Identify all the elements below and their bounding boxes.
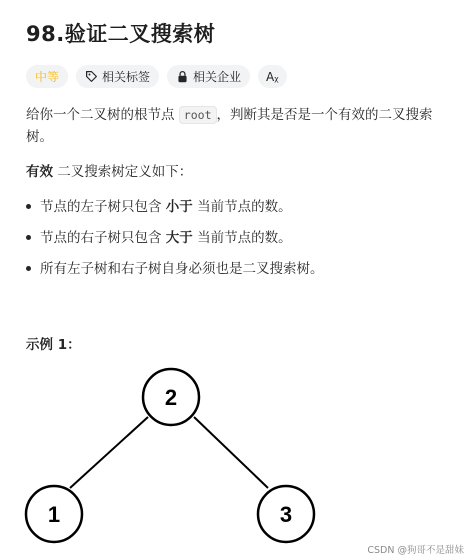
- problem-title: 98.验证二叉搜索树: [26, 22, 216, 46]
- related-companies-label: 相关企业: [193, 70, 242, 84]
- tag-bar: [26, 65, 287, 88]
- inline-code-root: root: [179, 106, 217, 124]
- related-tags-button[interactable]: [76, 65, 159, 88]
- lock-icon: [176, 70, 189, 83]
- bullet-dot: [26, 204, 31, 209]
- bullet-bold: 大于: [165, 230, 193, 246]
- bullet-bold: 小于: [165, 199, 193, 215]
- difficulty-badge[interactable]: 中等: [26, 65, 68, 88]
- bullet-text: 节点的右子树只包含: [40, 230, 162, 246]
- watermark: CSDN @狗哥不是甜妹: [367, 545, 464, 556]
- bullet-text: 当前节点的数。: [197, 199, 292, 215]
- translate-button[interactable]: [258, 65, 287, 88]
- translate-icon: Aᵪ: [266, 69, 279, 84]
- description-text-before: 给你一个二叉树的根节点: [26, 107, 175, 123]
- related-companies-button[interactable]: [167, 65, 250, 88]
- bullet-dot: [26, 235, 31, 240]
- tree-edge-left: [70, 417, 148, 488]
- list-item: [26, 196, 456, 227]
- bullet-text: 节点的左子树只包含: [40, 199, 162, 215]
- tree-node-left-label: 1: [47, 502, 61, 527]
- binary-tree-diagram: [0, 360, 474, 560]
- list-item: [26, 227, 456, 258]
- tag-icon: [85, 70, 98, 83]
- bullet-text: 所有左子树和右子树自身必须也是二叉搜索树。: [40, 261, 324, 277]
- bullet-dot: [26, 266, 31, 271]
- definition-bold: 有效: [26, 164, 53, 180]
- description-paragraph: [26, 104, 456, 148]
- tree-node-root-label: 2: [164, 385, 178, 410]
- definition-text: 二叉搜索树定义如下：: [57, 164, 193, 180]
- tree-node-right-label: 3: [279, 502, 293, 527]
- related-tags-label: 相关标签: [102, 70, 151, 84]
- tree-edge-right: [194, 417, 268, 488]
- list-item: [26, 258, 456, 289]
- description-text-after: ，判断其是否是一个有效的二叉搜索树。: [26, 107, 433, 145]
- definition-intro: [26, 161, 192, 183]
- example-label: 示例 1：: [26, 337, 81, 353]
- bullet-text: 当前节点的数。: [197, 230, 292, 246]
- definition-list: [26, 196, 456, 289]
